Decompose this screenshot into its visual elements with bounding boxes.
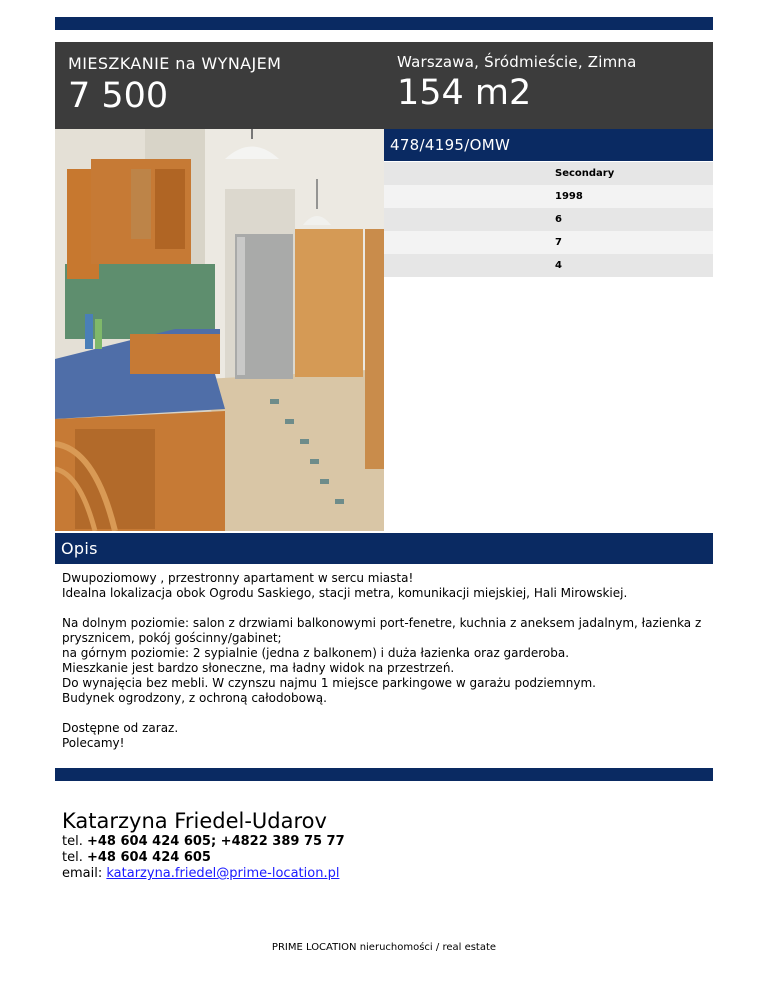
description-line: Dostępne od zaraz. [62,721,179,735]
reference-bar [384,129,713,161]
detail-row [384,162,713,185]
detail-value: 7 [555,237,562,248]
location: Warszawa, Śródmieście, Zimna [397,53,637,71]
agent-phone[interactable]: +48 604 424 605; +4822 389 75 77 [86,834,345,849]
description-line: Polecamy! [62,736,125,750]
agent-email-line [62,866,702,882]
detail-row [384,231,713,254]
description-line: Dwupoziomowy , przestronny apartament w sercu miasta! [62,571,414,585]
agent-phone-line [62,850,702,866]
details-table [384,162,713,277]
description-line: Idealna lokalizacja obok Ogrodu Saskiego, stacji metra, komunikacji miejskiej, Hali Mirowskiej. [62,586,628,600]
description-line: Budynek ogrodzony, z ochroną całodobową. [62,691,327,705]
description-paragraph [62,571,702,601]
listing-header [55,42,713,129]
description-line: Na dolnym poziomie: salon z drzwiami balkonowymi port-fenetre, kuchnia z aneksem jadalnym, łazienka z prysznicem, pokój gościnny/gabinet; [62,616,702,645]
price: 7 500 [68,76,169,116]
detail-value: 6 [555,214,562,225]
kitchen-photo [55,129,384,531]
top-divider-bar [55,17,713,30]
description-paragraph [62,721,702,751]
detail-value: 4 [555,260,562,271]
detail-row [384,185,713,208]
footer-text: PRIME LOCATION nieruchomości / real estate [271,942,497,953]
detail-row [384,254,713,277]
description-header [55,533,713,564]
agent-phone[interactable]: +48 604 424 605 [86,850,211,865]
reference-number: 478/4195/OMW [390,136,511,154]
middle-divider-bar [55,768,713,781]
description-line: Mieszkanie jest bardzo słoneczne, ma ładny widok na przestrzeń. [62,661,455,675]
agent-email-link[interactable]: katarzyna.friedel@prime-location.pl [106,866,340,881]
agent-phone-line [62,834,702,850]
tel-label: tel. [62,834,83,849]
description-line: na górnym poziomie: 2 sypialnie (jedna z balkonem) i duża łazienka oraz garderoba. [62,646,570,660]
area: 154 m2 [397,73,532,113]
email-label: email: [62,866,103,881]
detail-row [384,208,713,231]
description-line: Do wynajęcia bez mebli. W czynszu najmu 1 miejsce parkingowe w garażu podziemnym. [62,676,596,690]
offer-type: MIESZKANIE na WYNAJEM [68,54,282,73]
description-title: Opis [61,539,98,558]
agent-name: Katarzyna Friedel-Udarov [62,809,327,833]
detail-value: Secondary [555,168,615,179]
detail-value: 1998 [555,191,583,202]
description-text [62,571,702,766]
agent-contact [62,808,702,882]
tel-label: tel. [62,850,83,865]
description-paragraph [62,616,702,706]
